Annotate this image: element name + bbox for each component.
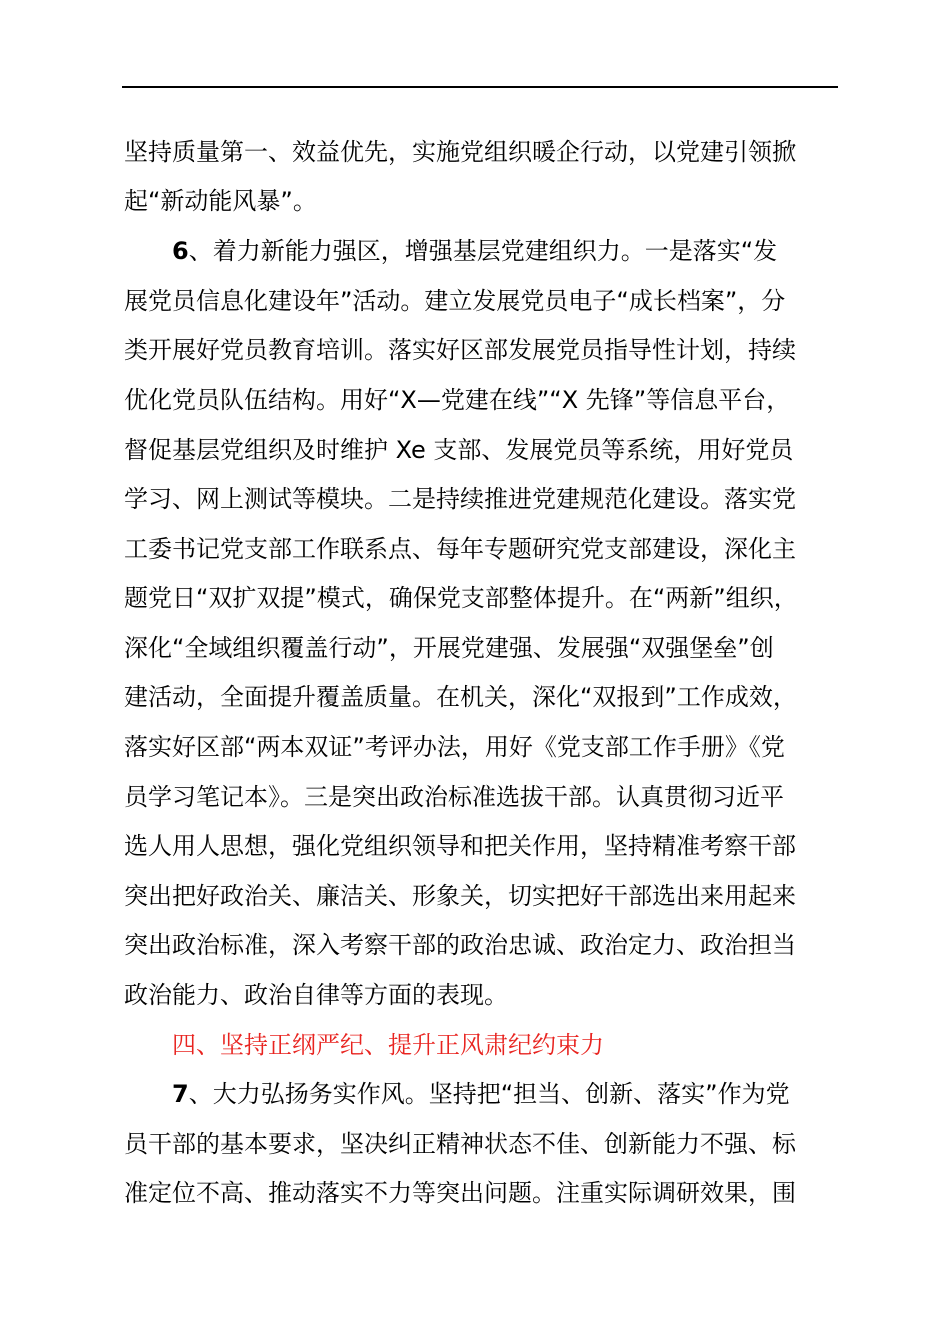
- text-line: 突出政治标准，深入考察干部的政治忠诚、政治定力、政治担当: [124, 931, 796, 959]
- text-line: 题党日“双扩双提”模式，确保党支部整体提升。在“两新”组织，: [124, 584, 798, 612]
- item-number: 6: [172, 237, 189, 265]
- text-line: 员干部的基本要求，坚决纠正精神状态不佳、创新能力不强、标: [124, 1130, 796, 1158]
- text-line: 建活动，全面提升覆盖质量。在机关，深化“双报到”工作成效，: [124, 683, 797, 711]
- header-rule: [122, 86, 838, 88]
- text-line: 准定位不高、推动落实不力等突出问题。注重实际调研效果，围: [124, 1179, 796, 1207]
- text-line: 优化党员队伍结构。用好“X—党建在线”“X 先锋”等信息平台，: [124, 386, 791, 414]
- text-line: 政治能力、政治自律等方面的表现。: [124, 981, 508, 1009]
- text-line: 坚持质量第一、效益优先，实施党组织暖企行动，以党建引领掀: [124, 138, 796, 166]
- paragraph-7-first-line: [172, 1079, 790, 1109]
- text-line: 督促基层党组织及时维护 Xe 支部、发展党员等系统，用好党员: [124, 436, 794, 464]
- text-line: 员学习笔记本》。三是突出政治标准选拔干部。认真贯彻习近平: [124, 783, 784, 811]
- text-line: 类开展好党员教育培训。落实好区部发展党员指导性计划，持续: [124, 336, 796, 364]
- text-line: 选人用人思想，强化党组织领导和把关作用，坚持精准考察干部: [124, 832, 796, 860]
- text-line: 深化“全域组织覆盖行动”，开展党建强、发展强“双强堡垒”创: [124, 634, 774, 662]
- text-line: 起“新动能风暴”。: [124, 187, 317, 215]
- text-line: 突出把好政治关、廉洁关、形象关，切实把好干部选出来用起来: [124, 882, 796, 910]
- text-line: 落实好区部“两本双证”考评办法，用好《党支部工作手册》《党: [124, 733, 785, 761]
- paragraph-6-first-line: [172, 236, 777, 266]
- text-line: 工委书记党支部工作联系点、每年专题研究党支部建设，深化主: [124, 535, 796, 563]
- text-span: 、大力弘扬务实作风。坚持把“担当、创新、落实”作为党: [188, 1080, 790, 1108]
- section-heading: 四、坚持正纲严纪、提升正风肃纪约束力: [172, 1031, 604, 1059]
- text-line: 学习、网上测试等模块。二是持续推进党建规范化建设。落实党: [124, 485, 796, 513]
- text-span: 、着力新能力强区，增强基层党建组织力。一是落实“发: [188, 237, 778, 265]
- item-number: 7: [172, 1080, 189, 1108]
- text-line: 展党员信息化建设年”活动。建立发展党员电子“成长档案”，分: [124, 287, 786, 315]
